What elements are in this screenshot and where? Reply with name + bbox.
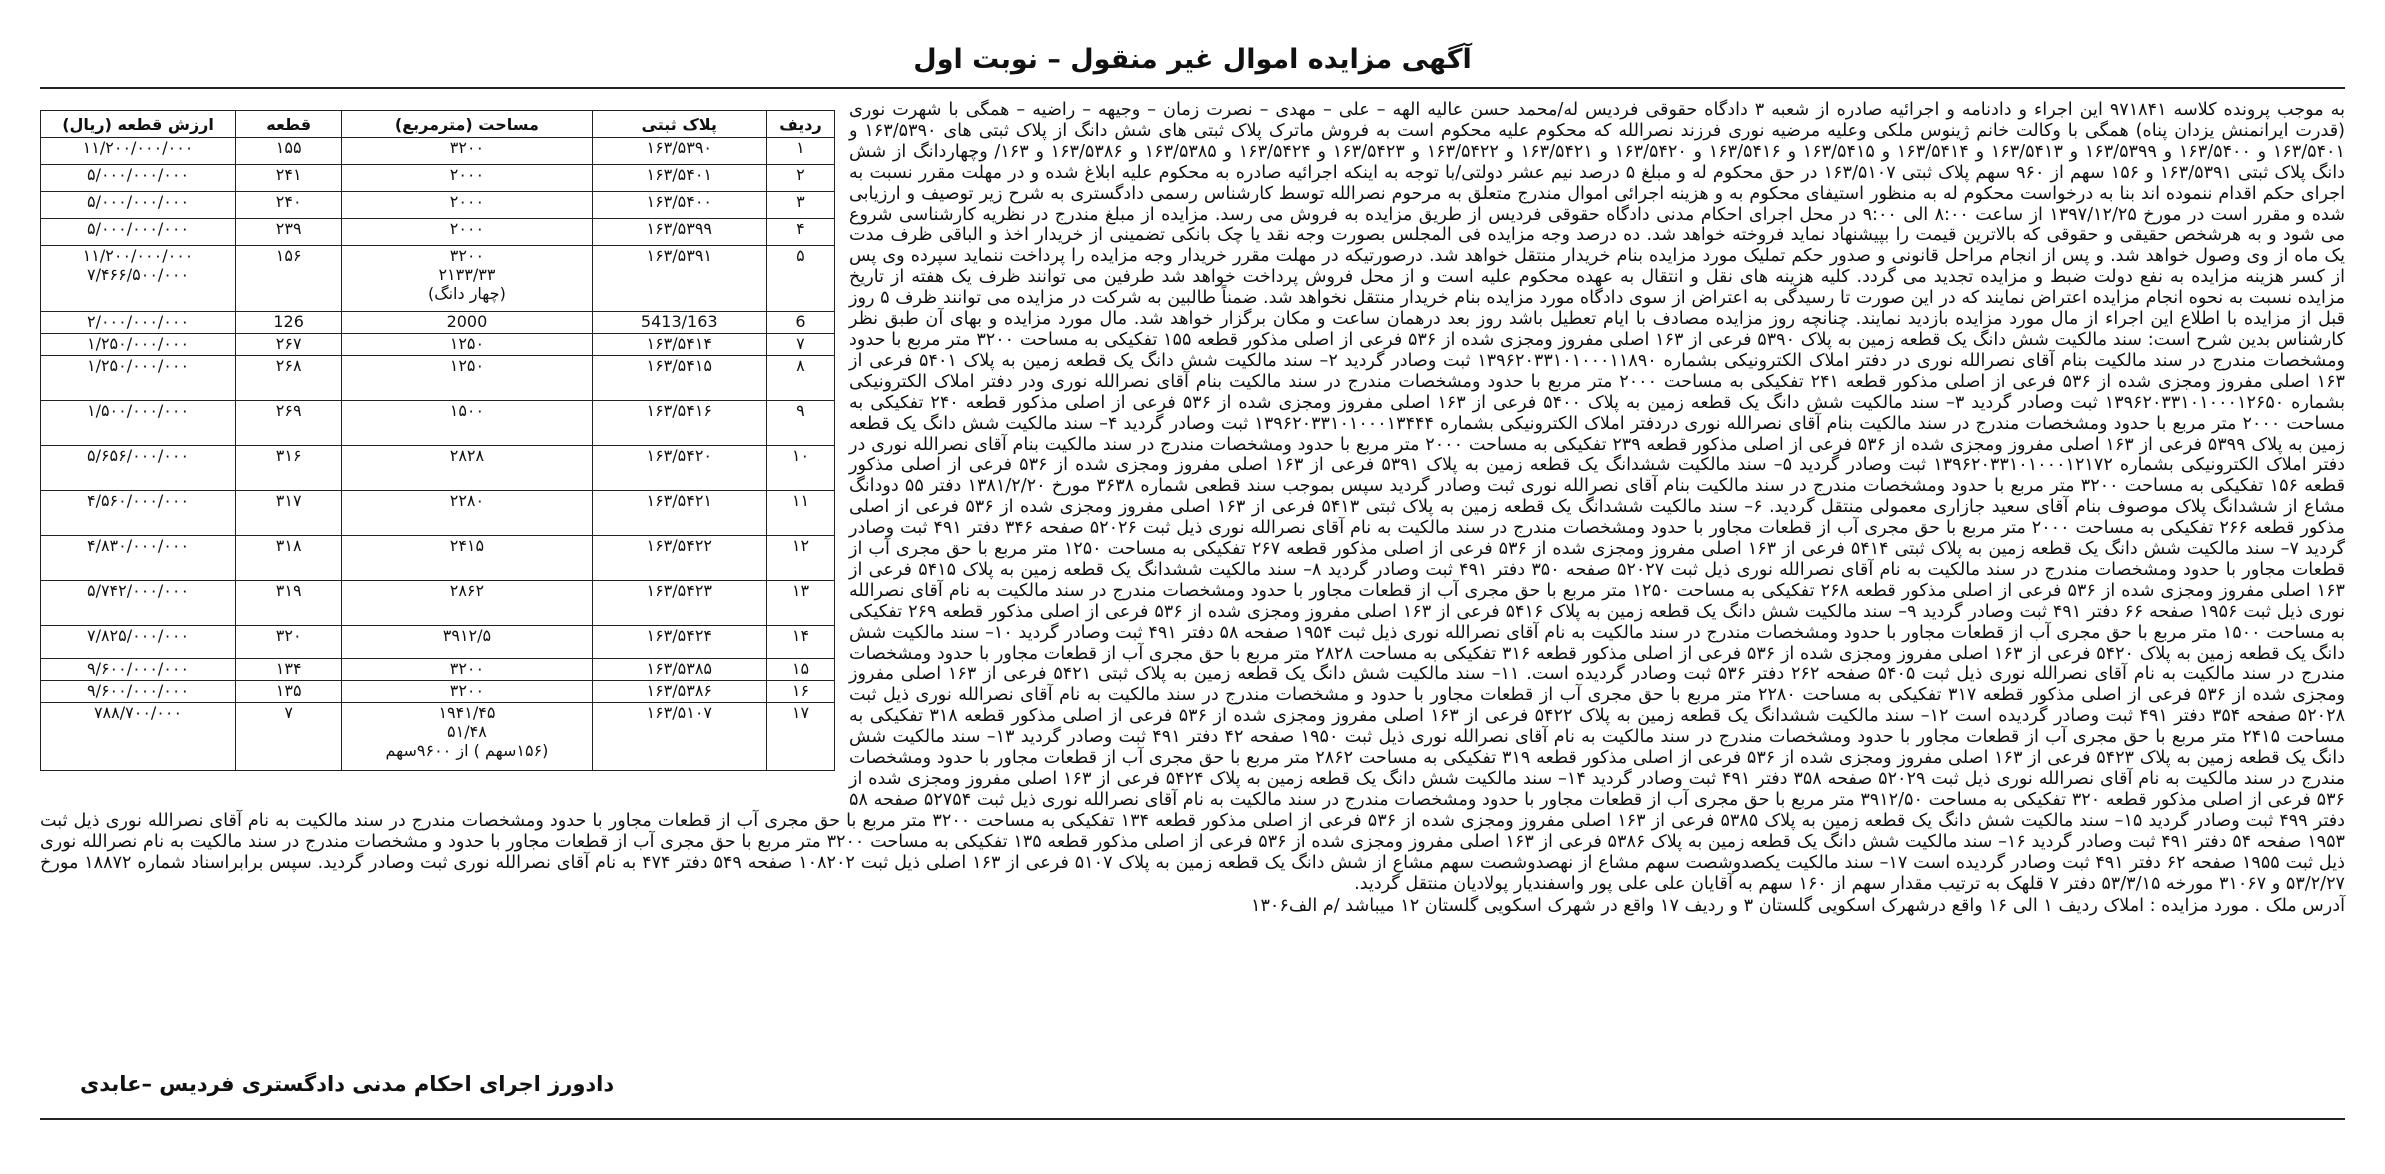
cell-plak-text: ۱۶۳/۵۴۱۵ — [646, 356, 713, 375]
cell-row-number-text: ۵ — [796, 246, 805, 265]
cell-value — [41, 491, 236, 536]
cell-plak-text: ۱۶۳/۵۴۲۰ — [646, 446, 713, 465]
cell-qat — [236, 356, 342, 401]
cell-row-number — [766, 138, 834, 165]
table-row — [41, 312, 835, 334]
cell-area-text: ۲۰۰۰ — [449, 219, 485, 238]
cell-area-text: ۲۸۲۸ — [449, 446, 485, 465]
cell-row-number — [766, 312, 834, 334]
cell-plak — [592, 312, 766, 334]
header-plak: پلاک ثبتی — [592, 111, 766, 138]
intro-paragraph: به موجب پرونده کلاسه ۹۷۱۸۴۱ این اجراء و دادنامه و اجرائیه صادره از شعبه ۳ دادگاه حقوقی فردیس له/محمد حسن عالیه الهه – علی – مهدی – نصرت زمان – وجیهه – راضیه – همگی با شهرت نوری (قدرت ایرانمنش یزدان پناه) همگی با وکالت خانم ژینوس ملکی وعلیه مرضیه نوری فرزند نصرالله که محکوم علیه محکوم است به فروش ماترک پلاک ثبتی های شش دانگ از پلاک ثبتی های ۱۶۳/۵۳۹۰ و ۱۶۳/۵۴۰۱ و ۱۶۳/۵۴۰۰ و ۱۶۳/۵۳۹۹ و ۱۶۳/۵۴۱۳ و ۱۶۳/۵۴۱۴ و ۱۶۳/۵۴۱۵ و ۱۶۳/۵۴۱۶ و ۱۶۳/۵۴۲۰ و ۱۶۳/۵۴۲۱ و ۱۶۳/۵۴۲۲ و ۱۶۳/۵۴۲۳ و ۱۶۳/۵۴۲۴ و ۱۶۳/۵۳۸۵ و ۱۶۳/۵۳۸۶ و ۱۶۳/ وچهاردانگ از شش دانگ پلاک ثبتی ۱۶۳/۵۳۹۱ و ۱۵۶ سهم از ۹۶۰ سهم پلاک ثبتی ۱۶۳/۵۱۰۷ در حق محکوم له و مبلغ ۵ درصد نیم عشر دولتی/با توجه به اینکه اجرائیه صادره به محکوم علیه ابلاغ شده و در مهلت مقرر نسبت به اجرای حکم اقدام ننموده اند بنا به درخواست محکوم له به منظور استیفای محکوم به و هزینه اجرائی اموال مندرج متعلق به مرحوم نصرالله توسط کارشناس رسمی دادگستری به شرح زیر توصیف و ارزیابی شده و مقرر است در مورخ ۱۳۹۷/۱۲/۲۵ از ساعت ۸:۰۰ الی ۹:۰۰ در محل اجرای احکام مدنی دادگاه حقوقی فردیس از طریق مزایده به فروش می رسد. مزایده از مبلغ مندرج در نظریه کارشناسی شروع می شود و به هرشخص حقیقی و حقوقی که بالاترین قیمت را بپیشنهاد نماید فروخته خواهد شد. ده درصد وجه مزایده فی المجلس بصورت وجه نقد یا چک بانکی تضمینی از خریدار اخذ و الباقی ظرف مدت یک ماه از وی وصول خواهد شد. و پس از انجام مراحل قانونی و صدور حکم تملیک مورد مزایده بنام خریدار منتقل خواهد شد. درصورتیکه در مهلت مقرر خریدار وجه مزایده را پرداخت ننماید سپرده وی پس از کسر هزینه مزایده به نفع دولت ضبط و مزایده تجدید می گردد. کلیه هزینه های نقل و انتقال به عهده محکوم علیه است و از محل فروش پرداخت خواهد شد طرفین می توانند ظرف یک هفته از تاریخ مزایده نسبت به نحوه انجام مزایده اعتراض نمایند که در این صورت تا رسیدگی به اعتراض از سوی دادگاه مورد مزایده بنام خریدار منتقل نخواهد شد. ضمناً طالبین به شرکت در مزایده می توانند ظرف ۵ روز قبل از مزایده با اطلاع این اجراء از مال مورد مزایده بازدید نمایند. چنانچه روز مزایده مصادف با ایام تعطیل باشد روز بعد درهمان ساعت و مکان برگزار خواهد شد. مال مورد مزایده و بهای آن طبق نظر کارشناس بدین شرح است: — [849, 100, 2346, 350]
cell-area-text: ۱۹۴۱/۴۵ — [438, 703, 496, 722]
cell-qat — [236, 581, 342, 626]
cell-value-text: ۹/۶۰۰/۰۰۰/۰۰۰ — [86, 659, 190, 678]
cell-qat — [236, 334, 342, 356]
cell-value-text: ۵/۰۰۰/۰۰۰/۰۰۰ — [86, 219, 190, 238]
table-header-row — [41, 111, 835, 138]
auction-notice — [40, 40, 2345, 1140]
cell-area-text: (چهار دانگ) — [428, 284, 506, 303]
cell-value — [41, 219, 236, 246]
property-descriptions: سند مالکیت شش دانگ یک قطعه زمین به پلاک ۵۳۹۰ فرعی از ۱۶۳ اصلی مفروز ومجزی شده از ۵۳۶ فرعی از اصلی مذکور قطعه ۱۵۵ تفکیکی به مساحت ۳۲۰۰ متر مربع با حدود ومشخصات مندرج در سند مالکیت بنام آقای نصرالله نوری در دفتر املاک الکترونیکی بشماره ۱۳۹۶۲۰۳۳۱۰۱۰۰۰۱۱۸۹۰ ثبت وصادر گردید ۲– سند مالکیت شش دانگ یک قطعه زمین به پلاک ۵۴۰۱ فرعی از ۱۶۳ اصلی مفروز ومجزی شده از ۵۳۶ فرعی از اصلی مذکور قطعه ۲۴۱ تفکیکی به مساحت ۲۰۰۰ متر مربع با حدود ومشخصات مندرج در سند مالکیت بنام آقای نصرالله نوری ودر دفتر املاک الکترونیکی بشماره ۱۳۹۶۲۰۳۳۱۰۱۰۰۰۱۲۶۵۰ ثبت وصادر گردید ۳– سند مالکیت شش دانگ یک قطعه زمین به پلاک ۵۴۰۰ فرعی از ۱۶۳ اصلی مفروز ومجزی شده از ۵۳۶ فرعی از اصلی مذکور قطعه ۲۴۰ تفکیکی به مساحت ۲۰۰۰ متر مربع با حدود ومشخصات مندرج در سند مالکیت بنام آقای نصرالله نوری دردفتر املاک الکترونیکی بشماره ۱۳۹۶۲۰۳۳۱۰۱۰۰۰۱۳۴۴۴ ثبت وصادر گردید ۴– سند مالکیت شش دانگ یک قطعه زمین به پلاک ۵۳۹۹ فرعی از ۱۶۳ اصلی مفروز ومجزی شده از ۵۳۶ فرعی از اصلی مذکور قطعه ۲۳۹ تفکیکی به مساحت ۲۰۰۰ متر مربع با حدود ومشخصات مندرج در سند مالکیت بنام آقای نصرالله نوری در دفتر املاک الکترونیکی بشماره ۱۳۹۶۲۰۳۳۱۰۱۰۰۰۱۲۱۷۲ ثبت وصادر گردید ۵– سند مالکیت ششدانگ یک قطعه زمین به پلاک ۵۳۹۱ فرعی از ۱۶۳ اصلی مفروز ومجزی شده از ۵۳۶ فرعی از اصلی مذکور قطعه ۱۵۶ تفکیکی به مساحت ۳۲۰۰ متر مربع با حدود ومشخصات مندرج در سند مالکیت بنام آقای نصرالله نوری ثبت وصادر گردید سپس بموجب سند قطعی شماره ۳۶۳۸ مورخ ۱۳۸۱/۲/۲۰ دفتر ۵۵ دودانگ مشاع از ششدانگ پلاک موصوف بنام آقای سعید جازاری معمولی منتقل گردید. ۶– سند مالکیت ششدانگ یک قطعه زمین به پلاک ثبتی ۵۴۱۳ فرعی از ۱۶۳ اصلی مفروز ومجزی شده از ۵۳۶ فرعی از اصلی مذکور قطعه ۲۶۶ تفکیکی به مساحت ۲۰۰۰ متر مربع با حق مجری آب از قطعات مجاور با حدود ومشخصات مندرج در سند مالکیت به نام آقای نصرالله نوری ذیل ثبت ۵۲۰۲۶ صفحه ۳۴۶ دفتر ۴۹۱ ثبت وصادر گردید ۷– سند مالکیت شش دانگ یک قطعه زمین به پلاک ثبتی ۵۴۱۴ فرعی از ۱۶۳ اصلی مفروز ومجزی شده از ۵۳۶ فرعی از اصلی مذکور قطعه ۲۶۷ تفکیکی به مساحت ۱۲۵۰ متر مربع با حق مجری آب از قطعات مجاور با حدود ومشخصات مندرج در سند مالکیت به نام آقای نصرالله نوری ذیل ثبت ۵۲۰۲۷ صفحه ۳۵۰ دفتر ۴۹۱ ثبت وصادر گردید ۸– سند مالکیت ششدانگ یک قطعه زمین به پلاک ۵۴۱۵ فرعی از ۱۶۳ اصلی مفروز ومجزی شده از ۵۳۶ فرعی از اصلی مذکور قطعه ۲۶۸ تفکیکی به مساحت ۱۲۵۰ متر مربع با حق مجری آب از قطعات مجاور با حدود ومشخصات مندرج در سند مالکیت به نام آقای نصرالله نوری ذیل ثبت ۱۹۵۶ صفحه ۶۶ دفتر ۴۹۱ ثبت وصادر گردید ۹– سند مالکیت شش دانگ یک قطعه زمین به پلاک ۵۴۱۶ فرعی از ۱۶۳ اصلی مفروز ومجزی شده از ۵۳۶ فرعی از اصلی مذکور قطعه ۲۶۹ تفکیکی به مساحت ۱۵۰۰ متر مربع با حق مجری آب از قطعات مجاور با حدود ومشخصات مندرج در سند مالکیت به نام آقای نصرالله نوری ذیل ثبت ۱۹۵۴ صفحه ۵۸ دفتر ۴۹۱ ثبت وصادر گردید ۱۰– سند مالکیت شش دانگ یک قطعه زمین به پلاک ۵۴۲۰ فرعی از ۱۶۳ اصلی مفروز ومجزی شده از ۵۳۶ فرعی از اصلی مذکور قطعه ۳۱۶ تفکیکی به مساحت ۲۸۲۸ متر مربع با حق مجری آب از قطعات مجاور با حدود ومشخصات مندرج در سند مالکیت به نام آقای نصرالله نوری ذیل ثبت ۵۴۰۵ صفحه ۲۶۲ دفتر ۵۳۶ ثبت وصادر گردیده است. ۱۱– سند مالکیت شش دانگ یک قطعه زمین به پلاک ثبتی ۵۴۲۱ فرعی از ۱۶۳ اصلی مفروز ومجزی شده از ۵۳۶ فرعی از اصلی مذکور قطعه ۳۱۷ تفکیکی به مساحت ۲۲۸۰ متر مربع با حق مجری آب از قطعات مجاور با حدود و مشخصات مندرج در سند مالکیت به نام آقای نصرالله نوری ذیل ثبت ۵۲۰۲۸ صفحه ۳۵۴ دفتر ۴۹۱ ثبت وصادر گردیده است ۱۲– سند مالکیت ششدانگ یک قطعه زمین به پلاک ۵۴۲۲ فرعی از ۱۶۳ اصلی مفروز ومجزی شده از ۵۳۶ فرعی از اصلی مذکور قطعه ۳۱۸ تفکیکی به مساحت ۲۴۱۵ متر مربع با حق مجری آب از قطعات مجاور با حدود ومشخصات مندرج در سند مالکیت به نام آقای نصرالله نوری ذیل ثبت ۱۹۵۰ صفحه ۴۲ دفتر ۴۹۱ ثبت وصادر گردید ۱۳– سند مالکیت شش دانگ یک قطعه زمین به پلاک ۵۴۲۳ فرعی از ۱۶۳ اصلی مفروز ومجزی شده از ۵۳۶ فرعی از اصلی مذکور قطعه ۳۱۹ تفکیکی به مساحت ۲۸۶۲ متر مربع با حق مجری آب از قطعات مجاور با حدود ومشخصات مندرج در سند مالکیت به نام آقای نصرالله نوری ذیل ثبت ۵۲۰۲۹ صفحه ۳۵۸ دفتر ۴۹۱ ثبت وصادر گردید ۱۴– سند مالکیت شش دانگ یک قطعه زمین به پلاک ۵۴۲۴ فرعی از ۱۶۳ اصلی مفروز ومجزی شده از ۵۳۶ فرعی از اصلی مذکور قطعه ۳۲۰ تفکیکی به مساحت ۳۹۱۲/۵۰ متر مربع با حق مجری آب از قطعات مجاور با حدود ومشخصات مندرج در سند مالکیت به نام آقای نصرالله نوری ذیل ثبت ۵۲۷۵۴ صفحه ۵۸ دفتر ۴۹۹ ثبت وصادر گردید ۱۵– سند مالکیت شش دانگ یک قطعه زمین به پلاک ۵۳۸۵ فرعی از ۱۶۳ اصلی مفروز ومجزی شده از ۵۳۶ فرعی از اصلی مذکور قطعه ۱۳۴ تفکیکی به مساحت ۳۲۰۰ متر مربع با حق مجری آب از قطعات مجاور با حدود ومشخصات مندرج در سند مالکیت به نام آقای نصرالله نوری ذیل ثبت ۱۹۵۳ صفحه ۵۴ دفتر ۴۹۱ ثبت وصادر گردید ۱۶– سند مالکیت شش دانگ یک قطعه زمین به پلاک ۵۳۸۶ فرعی از ۱۶۳ اصلی مفروز ومجزی شده از ۵۳۶ فرعی از اصلی مذکور قطعه ۱۳۵ تفکیکی به مساحت ۳۲۰۰ متر مربع با حق مجری آب از قطعات مجاور با حدود و مشخصات مندرج در سند مالکیت به نام نصرالله نوری ذیل ثبت ۱۹۵۵ صفحه ۶۲ دفتر ۴۹۱ ثبت وصادر گردیده است ۱۷– سند مالکیت یکصدوشصت سهم مشاع از نهصدوشصت سهم مشاع از شش دانگ یک قطعه زمین به پلاک ۵۱۰۷ فرعی از ۱۶۳ اصلی ذیل ثبت ۱۰۸۲۰۲ صفحه ۵۴۹ دفتر ۴۷۴ به نام آقای نصرالله نوری ثبت وصادر گردید. سپس برابراسناد شماره ۱۸۸۷۲ مورخ ۵۳/۲/۲۷ و ۳۱۰۶۷ مورخه ۵۳/۳/۱۵ دفتر ۷ قلهک به ترتیب مقدار سهم از ۱۶۰ سهم به آقایان علی علی پور واسفندیار پولادیان منتقل گردید. — [40, 329, 2346, 894]
cell-plak-text: ۱۶۳/۵۴۲۱ — [646, 491, 713, 510]
cell-row-number — [766, 334, 834, 356]
cell-row-number — [766, 491, 834, 536]
cell-plak-text: ۱۶۳/۵۳۹۱ — [646, 246, 713, 265]
cell-qat — [236, 246, 342, 312]
cell-qat-text: ۲۶۸ — [275, 356, 302, 375]
cell-area-text: ۲۰۰۰ — [449, 192, 485, 211]
cell-row-number-text: ۹ — [796, 401, 805, 420]
cell-qat-text: ۲۳۹ — [275, 219, 302, 238]
cell-qat-text: ۷ — [284, 703, 293, 722]
cell-qat-text: ۲۴۱ — [275, 165, 302, 184]
cell-plak-text: ۱۶۳/۵۴۰۱ — [646, 165, 713, 184]
cell-row-number-text: ۱ — [796, 138, 805, 157]
cell-row-number — [766, 626, 834, 659]
cell-row-number-text: ۱۲ — [791, 536, 810, 555]
cell-area — [342, 246, 592, 312]
cell-area — [342, 581, 592, 626]
notice-title: آگهی مزایده اموال غیر منقول – نوبت اول — [913, 44, 1472, 75]
cell-area-text: 2000 — [446, 312, 488, 331]
cell-qat — [236, 138, 342, 165]
cell-value-text: ۵/۶۵۶/۰۰۰/۰۰۰ — [86, 446, 190, 465]
cell-value-text: ۱/۵۰۰/۰۰۰/۰۰۰ — [86, 401, 190, 420]
cell-qat-text: ۲۴۰ — [275, 192, 302, 211]
cell-qat — [236, 312, 342, 334]
cell-area — [342, 491, 592, 536]
table-row — [41, 703, 835, 771]
cell-area-text: (۱۵۶سهم ) از ۹۶۰۰سهم — [385, 741, 549, 760]
cell-qat-text: ۳۱۸ — [275, 536, 302, 555]
table-row — [41, 192, 835, 219]
cell-value — [41, 536, 236, 581]
cell-value-text: ۱۱/۲۰۰/۰۰۰/۰۰۰ — [82, 246, 194, 265]
cell-area — [342, 681, 592, 703]
header-value: ارزش قطعه (ریال) — [41, 111, 236, 138]
signature: دادورز اجرای احکام مدنی دادگستری فردیس –عابدی — [80, 1072, 615, 1096]
cell-row-number — [766, 165, 834, 192]
cell-row-number — [766, 356, 834, 401]
cell-row-number — [766, 703, 834, 771]
cell-value-text: ۷۸۸/۷۰۰/۰۰۰ — [93, 703, 183, 722]
cell-plak — [592, 138, 766, 165]
cell-area — [342, 659, 592, 681]
cell-row-number — [766, 581, 834, 626]
table-row — [41, 536, 835, 581]
cell-value — [41, 703, 236, 771]
cell-row-number-text: ۱۱ — [791, 491, 810, 510]
cell-qat — [236, 192, 342, 219]
cell-qat — [236, 536, 342, 581]
cell-plak — [592, 219, 766, 246]
cell-value — [41, 165, 236, 192]
table-row — [41, 356, 835, 401]
cell-value-text: ۵/۷۴۲/۰۰۰/۰۰۰ — [86, 581, 190, 600]
cell-value-text: ۷/۴۶۶/۵۰۰/۰۰۰ — [86, 265, 190, 284]
cell-qat — [236, 659, 342, 681]
cell-area — [342, 192, 592, 219]
cell-row-number-text: ۱۰ — [791, 446, 810, 465]
cell-qat-text: ۳۲۰ — [275, 626, 302, 645]
footer-divider — [40, 1118, 2345, 1120]
cell-value-text: ۴/۸۳۰/۰۰۰/۰۰۰ — [86, 536, 190, 555]
cell-qat — [236, 491, 342, 536]
cell-value — [41, 192, 236, 219]
cell-area — [342, 626, 592, 659]
cell-row-number — [766, 219, 834, 246]
cell-row-number — [766, 446, 834, 491]
cell-row-number-text: ۱۳ — [791, 581, 810, 600]
cell-plak — [592, 246, 766, 312]
cell-plak-text: ۱۶۳/۵۴۲۳ — [646, 581, 713, 600]
cell-area-text: ۱۵۰۰ — [449, 401, 485, 420]
cell-plak — [592, 536, 766, 581]
cell-qat — [236, 219, 342, 246]
cell-qat-text: ۱۳۴ — [275, 659, 302, 678]
cell-area — [342, 703, 592, 771]
cell-area — [342, 536, 592, 581]
cell-qat — [236, 401, 342, 446]
cell-qat — [236, 681, 342, 703]
property-table — [40, 110, 835, 771]
cell-area — [342, 138, 592, 165]
cell-row-number-text: ۷ — [796, 334, 805, 353]
cell-plak — [592, 334, 766, 356]
cell-value-text: ۹/۶۰۰/۰۰۰/۰۰۰ — [86, 681, 190, 700]
cell-area-text: ۲۴۱۵ — [449, 536, 485, 555]
cell-qat-text: ۱۵۶ — [275, 246, 302, 265]
cell-area-text: ۱۲۵۰ — [449, 334, 485, 353]
cell-row-number-text: ۲ — [796, 165, 805, 184]
cell-value — [41, 246, 236, 312]
cell-qat — [236, 165, 342, 192]
table-body — [41, 138, 835, 771]
cell-area-text: ۲۱۳۳/۳۳ — [438, 265, 496, 284]
table-row — [41, 138, 835, 165]
cell-qat-text: ۱۳۵ — [275, 681, 302, 700]
cell-plak — [592, 165, 766, 192]
cell-value-text: ۱/۲۵۰/۰۰۰/۰۰۰ — [86, 356, 190, 375]
title-divider — [40, 87, 2345, 89]
cell-qat-text: ۱۵۵ — [275, 138, 302, 157]
table-row — [41, 246, 835, 312]
cell-qat-text: ۳۱۹ — [275, 581, 302, 600]
cell-value-text: ۷/۸۲۵/۰۰۰/۰۰۰ — [86, 626, 190, 645]
cell-area-text: ۳۲۰۰ — [449, 138, 485, 157]
table-row — [41, 334, 835, 356]
cell-value-text: ۵/۰۰۰/۰۰۰/۰۰۰ — [86, 192, 190, 211]
cell-area-text: ۳۲۰۰ — [449, 659, 485, 678]
cell-area-text: ۳۲۰۰ — [449, 681, 485, 700]
header-area: مساحت (مترمربع) — [342, 111, 592, 138]
cell-row-number-text: 6 — [795, 312, 806, 331]
cell-area — [342, 401, 592, 446]
cell-plak-text: ۱۶۳/۵۴۲۲ — [646, 536, 713, 555]
cell-plak — [592, 681, 766, 703]
cell-row-number-text: ۸ — [796, 356, 805, 375]
cell-row-number-text: ۳ — [796, 192, 805, 211]
cell-plak — [592, 356, 766, 401]
table-row — [41, 401, 835, 446]
cell-qat — [236, 626, 342, 659]
cell-qat-text: ۳۱۶ — [275, 446, 302, 465]
cell-plak-text: ۱۶۳/۵۱۰۷ — [646, 703, 713, 722]
table-row — [41, 626, 835, 659]
cell-area-text: ۳۲۰۰ — [449, 246, 485, 265]
cell-plak — [592, 703, 766, 771]
cell-plak — [592, 581, 766, 626]
cell-area — [342, 334, 592, 356]
cell-plak-text: 5413/163 — [640, 312, 718, 331]
cell-value — [41, 626, 236, 659]
cell-plak-text: ۱۶۳/۵۴۱۶ — [646, 401, 713, 420]
cell-area — [342, 165, 592, 192]
cell-row-number-text: ۱۶ — [791, 681, 810, 700]
cell-area-text: ۲۰۰۰ — [449, 165, 485, 184]
cell-row-number — [766, 681, 834, 703]
cell-value-text: ۲/۰۰۰/۰۰۰/۰۰۰ — [86, 312, 190, 331]
cell-row-number-text: ۱۴ — [791, 626, 810, 645]
cell-plak — [592, 401, 766, 446]
cell-row-number-text: ۱۷ — [791, 703, 810, 722]
cell-plak-text: ۱۶۳/۵۳۹۰ — [646, 138, 713, 157]
cell-area-text: ۱۲۵۰ — [449, 356, 485, 375]
header-qat: قطعه — [236, 111, 342, 138]
cell-area-text: ۲۸۶۲ — [449, 581, 485, 600]
table-row — [41, 491, 835, 536]
table-row — [41, 681, 835, 703]
cell-area — [342, 356, 592, 401]
cell-value — [41, 581, 236, 626]
cell-value — [41, 681, 236, 703]
table-row — [41, 581, 835, 626]
cell-value — [41, 659, 236, 681]
cell-value — [41, 334, 236, 356]
cell-row-number — [766, 659, 834, 681]
cell-qat — [236, 703, 342, 771]
cell-plak-text: ۱۶۳/۵۴۲۴ — [646, 626, 713, 645]
cell-row-number — [766, 401, 834, 446]
notice-body — [40, 100, 2345, 917]
cell-plak-text: ۱۶۳/۵۴۰۰ — [646, 192, 713, 211]
cell-area — [342, 219, 592, 246]
cell-plak — [592, 626, 766, 659]
cell-row-number — [766, 192, 834, 219]
cell-row-number — [766, 536, 834, 581]
cell-plak — [592, 446, 766, 491]
cell-plak — [592, 192, 766, 219]
cell-area-text: ۳۹۱۲/۵ — [442, 626, 492, 645]
cell-value-text: ۱۱/۲۰۰/۰۰۰/۰۰۰ — [82, 138, 194, 157]
cell-qat-text: 126 — [273, 312, 304, 331]
cell-plak — [592, 659, 766, 681]
table-row — [41, 165, 835, 192]
cell-qat-text: ۳۱۷ — [275, 491, 302, 510]
cell-value — [41, 446, 236, 491]
cell-value-text: ۴/۵۶۰/۰۰۰/۰۰۰ — [86, 491, 190, 510]
table-row — [41, 219, 835, 246]
cell-plak-text: ۱۶۳/۵۴۱۴ — [646, 334, 713, 353]
cell-qat-text: ۲۶۷ — [275, 334, 302, 353]
cell-row-number — [766, 246, 834, 312]
cell-plak-text: ۱۶۳/۵۳۹۹ — [646, 219, 713, 238]
cell-value-text: ۵/۰۰۰/۰۰۰/۰۰۰ — [86, 165, 190, 184]
cell-value-text: ۱/۲۵۰/۰۰۰/۰۰۰ — [86, 334, 190, 353]
cell-area-text: ۲۲۸۰ — [449, 491, 485, 510]
cell-qat-text: ۲۶۹ — [275, 401, 302, 420]
header-row-number: ردیف — [766, 111, 834, 138]
cell-value — [41, 312, 236, 334]
cell-row-number-text: ۴ — [796, 219, 805, 238]
property-table-box — [40, 110, 835, 805]
cell-qat — [236, 446, 342, 491]
cell-value — [41, 138, 236, 165]
property-address: آدرس ملک . مورد مزایده : املاک ردیف ۱ الی ۱۶ واقع درشهرک اسکویی گلستان ۳ و ردیف ۱۷ واقع در شهرک اسکویی گلستان ۱۲ میباشد /م الف۱۳۰۶ — [1251, 896, 2345, 917]
cell-area — [342, 312, 592, 334]
cell-row-number-text: ۱۵ — [791, 659, 810, 678]
cell-plak — [592, 491, 766, 536]
cell-area-text: ۵۱/۴۸ — [447, 722, 487, 741]
cell-plak-text: ۱۶۳/۵۳۸۶ — [646, 681, 713, 700]
cell-area — [342, 446, 592, 491]
cell-value — [41, 356, 236, 401]
table-row — [41, 446, 835, 491]
cell-value — [41, 401, 236, 446]
table-row — [41, 659, 835, 681]
cell-plak-text: ۱۶۳/۵۳۸۵ — [646, 659, 713, 678]
